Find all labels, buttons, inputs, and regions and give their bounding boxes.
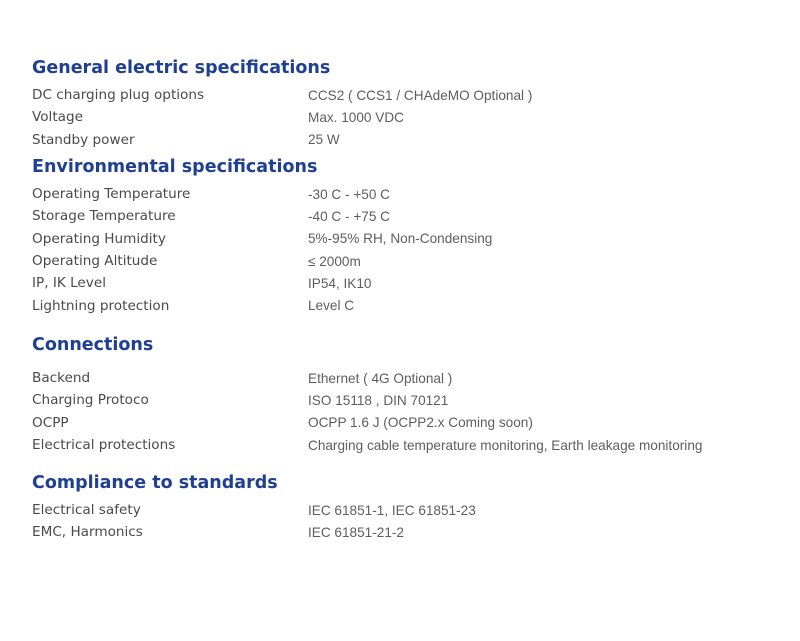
spec-row xyxy=(32,294,792,316)
spec-row xyxy=(32,250,792,272)
spec-value: Level C xyxy=(308,298,355,314)
spec-value: ≤ 2000m xyxy=(308,253,361,269)
spec-value: 25 W xyxy=(308,132,340,148)
spec-value: IEC 61851-1, IEC 61851-23 xyxy=(308,502,476,518)
spec-label: Operating Humidity xyxy=(32,230,166,247)
spec-label: Electrical safety xyxy=(32,502,141,519)
spec-label: DC charging plug options xyxy=(32,87,205,104)
spec-label: Lightning protection xyxy=(32,297,170,314)
spec-label: EMC, Harmonics xyxy=(32,524,143,541)
spec-row xyxy=(32,367,792,389)
section-title: Connections xyxy=(32,335,154,355)
spec-value: IP54, IK10 xyxy=(308,275,372,291)
spec-row xyxy=(32,389,792,411)
spec-value: CCS2 ( CCS1 / CHAdeMO Optional ) xyxy=(308,87,533,103)
spec-value: 5%-95% RH, Non-Condensing xyxy=(308,231,493,247)
spec-label: Electrical protections xyxy=(32,437,176,454)
spec-row xyxy=(32,272,792,294)
environmental-section xyxy=(32,157,792,317)
spec-row xyxy=(32,129,792,151)
spec-value: -30 C - +50 C xyxy=(308,186,390,202)
section-title: Environmental specifications xyxy=(32,157,318,177)
spec-value: IEC 61851-21-2 xyxy=(308,524,404,540)
spec-row xyxy=(32,228,792,250)
spec-label: Charging Protoco xyxy=(32,392,149,409)
spec-value: -40 C - +75 C xyxy=(308,208,390,224)
spec-value: Charging cable temperature monitoring, Earth leakage monitoring xyxy=(308,437,703,453)
spec-value: ISO 15118 , DIN 70121 xyxy=(308,392,449,408)
spec-row xyxy=(32,205,792,227)
spec-row xyxy=(32,434,792,456)
spec-row xyxy=(32,412,792,434)
spec-row xyxy=(32,84,792,106)
section-title: Compliance to standards xyxy=(32,473,278,493)
spec-row xyxy=(32,521,792,543)
spec-value: Max. 1000 VDC xyxy=(308,109,404,125)
spec-label: Operating Altitude xyxy=(32,253,158,270)
spec-label: OCPP xyxy=(32,414,69,431)
spec-label: Voltage xyxy=(32,109,83,126)
spec-value: Ethernet ( 4G Optional ) xyxy=(308,370,453,386)
spec-value: OCPP 1.6 J (OCPP2.x Coming soon) xyxy=(308,415,533,431)
spec-label: Operating Temperature xyxy=(32,186,191,203)
spec-row xyxy=(32,183,792,205)
section-title: General electric specifications xyxy=(32,58,331,78)
general-electric-section xyxy=(32,58,792,151)
spec-label: Storage Temperature xyxy=(32,208,176,225)
spec-label: Standby power xyxy=(32,131,135,148)
spec-label: IP, IK Level xyxy=(32,275,106,292)
spec-row xyxy=(32,499,792,521)
compliance-section xyxy=(32,473,792,544)
connections-section xyxy=(32,335,792,456)
spec-row xyxy=(32,106,792,128)
spec-label: Backend xyxy=(32,370,91,387)
